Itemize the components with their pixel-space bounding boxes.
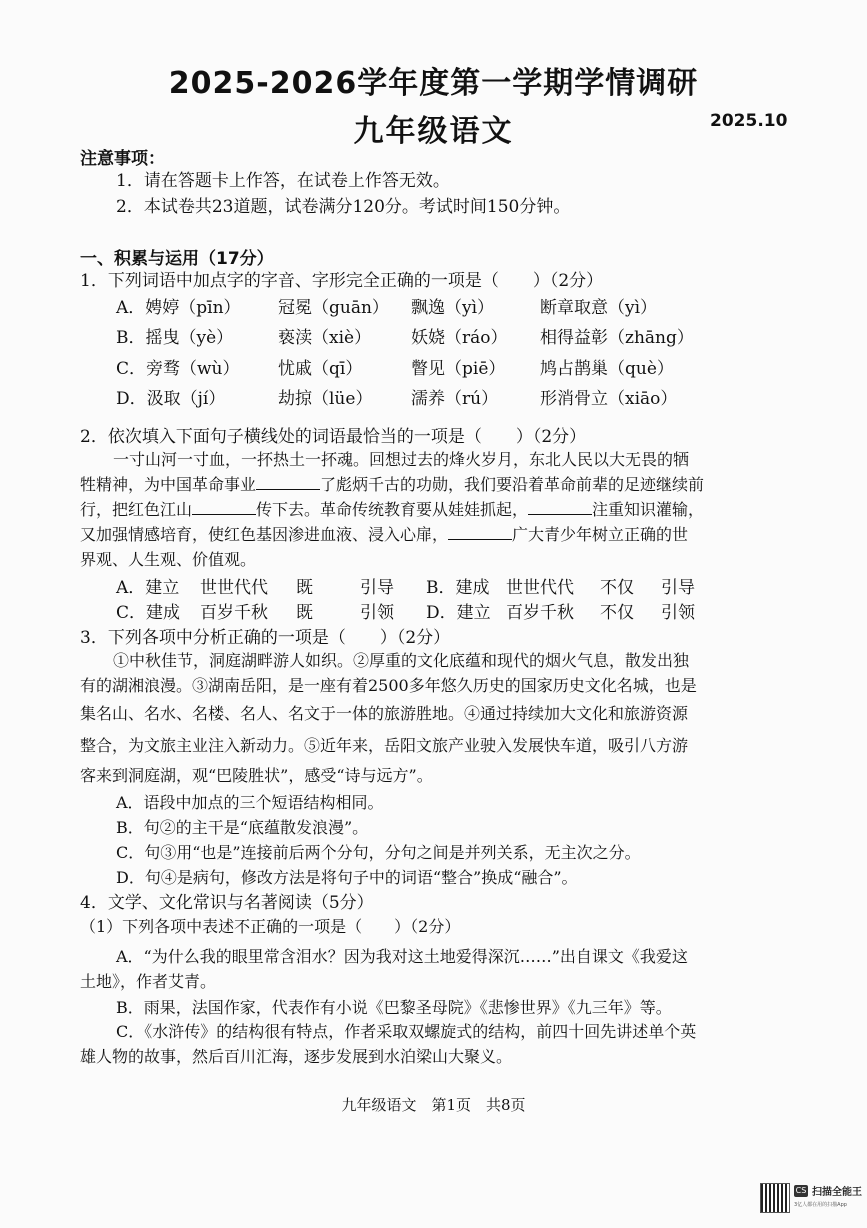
q2-option-cell: 百岁千秋: [506, 603, 574, 623]
fill-blank: [528, 513, 592, 515]
qr-code-icon: [760, 1183, 790, 1213]
q2-option-cell: D．建立: [426, 603, 491, 623]
question-2-stem: 2．依次填入下面句子横线处的词语最恰当的一项是（ ）（2分）: [80, 427, 587, 447]
q2-option-cell: 引导: [661, 578, 695, 598]
q2-option-cell: 引导: [360, 578, 394, 598]
fill-blank: [192, 513, 256, 515]
q2-passage-line: 又加强情感培育，使红色基因渗进血液、浸入心扉， 广大青少年树立正确的世: [80, 525, 689, 544]
q2-option-cell: 不仅: [600, 603, 634, 623]
scanner-watermark: [760, 1183, 860, 1219]
q2-option-cell: 世世代代: [506, 578, 574, 598]
notice-heading: 注意事项：: [80, 149, 165, 169]
q1-option-cell: A．娉婷（pīn）: [116, 298, 241, 318]
q2-option-cell: C．建成: [116, 603, 181, 623]
q3-passage-line: 有的湖湘浪漫。③湖南岳阳，是一座有着2500多年悠久历史的国家历史文化名城，也是: [80, 676, 697, 695]
q4-sub1-stem: （1）下列各项中表述不正确的一项是（ ）（2分）: [80, 917, 461, 936]
q2-passage-line: 一寸山河一寸血，一抔热土一抔魂。回想过去的烽火岁月，东北人民以大无畏的牺: [113, 450, 690, 469]
exam-date: 2025.10: [710, 111, 788, 131]
notice-item: 2．本试卷共23道题，试卷满分120分。考试时间150分钟。: [116, 197, 571, 217]
q2-option-cell: 既: [296, 603, 313, 623]
q3-option: B．句②的主干是“底蕴散发浪漫”。: [116, 818, 369, 837]
q2-option-cell: 不仅: [600, 578, 634, 598]
q1-option-cell: 飘逸（yì）: [411, 298, 495, 318]
q1-option-cell: 忧戚（qī）: [278, 359, 363, 379]
q1-option-cell: C．旁骛（wù）: [116, 359, 240, 379]
q2-passage-line: 牲精神，为中国革命事业 了彪炳千古的功勋，我们要沿着革命前辈的足迹继续前: [80, 475, 705, 494]
q1-option-cell: 濡养（rú）: [411, 389, 499, 409]
q3-option: A．语段中加点的三个短语结构相同。: [116, 793, 384, 812]
q1-option-cell: 相得益彰（zhāng）: [540, 328, 694, 348]
scanner-name: 扫描全能王: [812, 1187, 862, 1198]
q2-option-cell: 引领: [360, 603, 394, 623]
question-4-stem: 4．文学、文化常识与名著阅读（5分）: [80, 893, 374, 913]
q1-option-cell: D．汲取（jí）: [116, 389, 226, 409]
scanner-logo: CS: [795, 1186, 807, 1195]
q3-passage-line: ①中秋佳节，洞庭湖畔游人如织。②厚重的文化底蕴和现代的烟火气息，散发出独: [113, 651, 690, 670]
q1-option-cell: B．摇曳（yè）: [116, 328, 234, 348]
q2-option-cell: A．建立: [116, 578, 180, 598]
q1-option-cell: 劫掠（lüe）: [278, 389, 373, 409]
q3-option: C．句③用“也是”连接前后两个分句，分句之间是并列关系，无主次之分。: [116, 843, 641, 862]
q3-option: D．句④是病句，修改方法是将句子中的词语“整合”换成“融合”。: [116, 868, 578, 887]
q1-option-cell: 妖娆（ráo）: [411, 328, 508, 348]
section-heading: 一、积累与运用（17分）: [80, 249, 274, 269]
q4-option: C．《水浒传》的结构很有特点，作者采取双螺旋式的结构，前四十回先讲述单个英: [116, 1022, 697, 1041]
fill-blank: [448, 538, 512, 540]
q1-option-cell: 形消骨立（xiāo）: [540, 389, 678, 409]
q4-option: B．雨果，法国作家，代表作有小说《巴黎圣母院》《悲惨世界》《九三年》等。: [116, 998, 672, 1017]
q3-passage-line: 客来到洞庭湖，观“巴陵胜状”，感受“诗与远方”。: [80, 766, 433, 785]
q4-option: 雄人物的故事，然后百川汇海，逐步发展到水泊梁山大聚义。: [80, 1047, 513, 1066]
q1-option-cell: 冠冕（guān）: [278, 298, 389, 318]
q1-option-cell: 亵渎（xiè）: [278, 328, 372, 348]
notice-item: 1．请在答题卡上作答，在试卷上作答无效。: [116, 171, 450, 191]
q2-option-cell: 既: [296, 578, 313, 598]
question-3-stem: 3．下列各项中分析正确的一项是（ ）（2分）: [80, 628, 451, 648]
q2-passage-line: 行，把红色江山 传下去。革命传统教育要从娃娃抓起， 注重知识灌输，: [80, 500, 705, 519]
q1-option-cell: 断章取意（yì）: [540, 298, 658, 318]
exam-subtitle: 九年级语文: [353, 114, 514, 149]
fill-blank: [256, 488, 320, 490]
q3-passage-line: 集名山、名水、名楼、名人、名文于一体的旅游胜地。④通过持续加大文化和旅游资源: [80, 704, 689, 723]
page-footer: 九年级语文 第1页 共8页: [341, 1096, 526, 1114]
q4-option: A．“为什么我的眼里常含泪水？因为我对这土地爱得深沉……”出自课文《我爱这: [116, 947, 688, 966]
q2-option-cell: 百岁千秋: [200, 603, 268, 623]
q1-option-cell: 瞥见（piē）: [411, 359, 506, 379]
q2-option-cell: 世世代代: [200, 578, 268, 598]
exam-title: 2025-2026学年度第一学期学情调研: [168, 66, 699, 101]
question-1-stem: 1．下列词语中加点字的字音、字形完全正确的一项是（ ）（2分）: [80, 271, 604, 291]
q4-option: 土地》，作者艾青。: [80, 972, 217, 991]
q2-option-cell: 引领: [661, 603, 695, 623]
q1-option-cell: 鸠占鹊巢（què）: [540, 359, 674, 379]
scanner-tagline: 3亿人都在用的扫描App: [794, 1202, 847, 1208]
q3-passage-line: 整合，为文旅主业注入新动力。⑤近年来，岳阳文旅产业驶入发展快车道，吸引八方游: [80, 736, 689, 755]
q2-option-cell: B．建成: [426, 578, 490, 598]
q2-passage-line: 界观、人生观、价值观。: [80, 550, 257, 569]
